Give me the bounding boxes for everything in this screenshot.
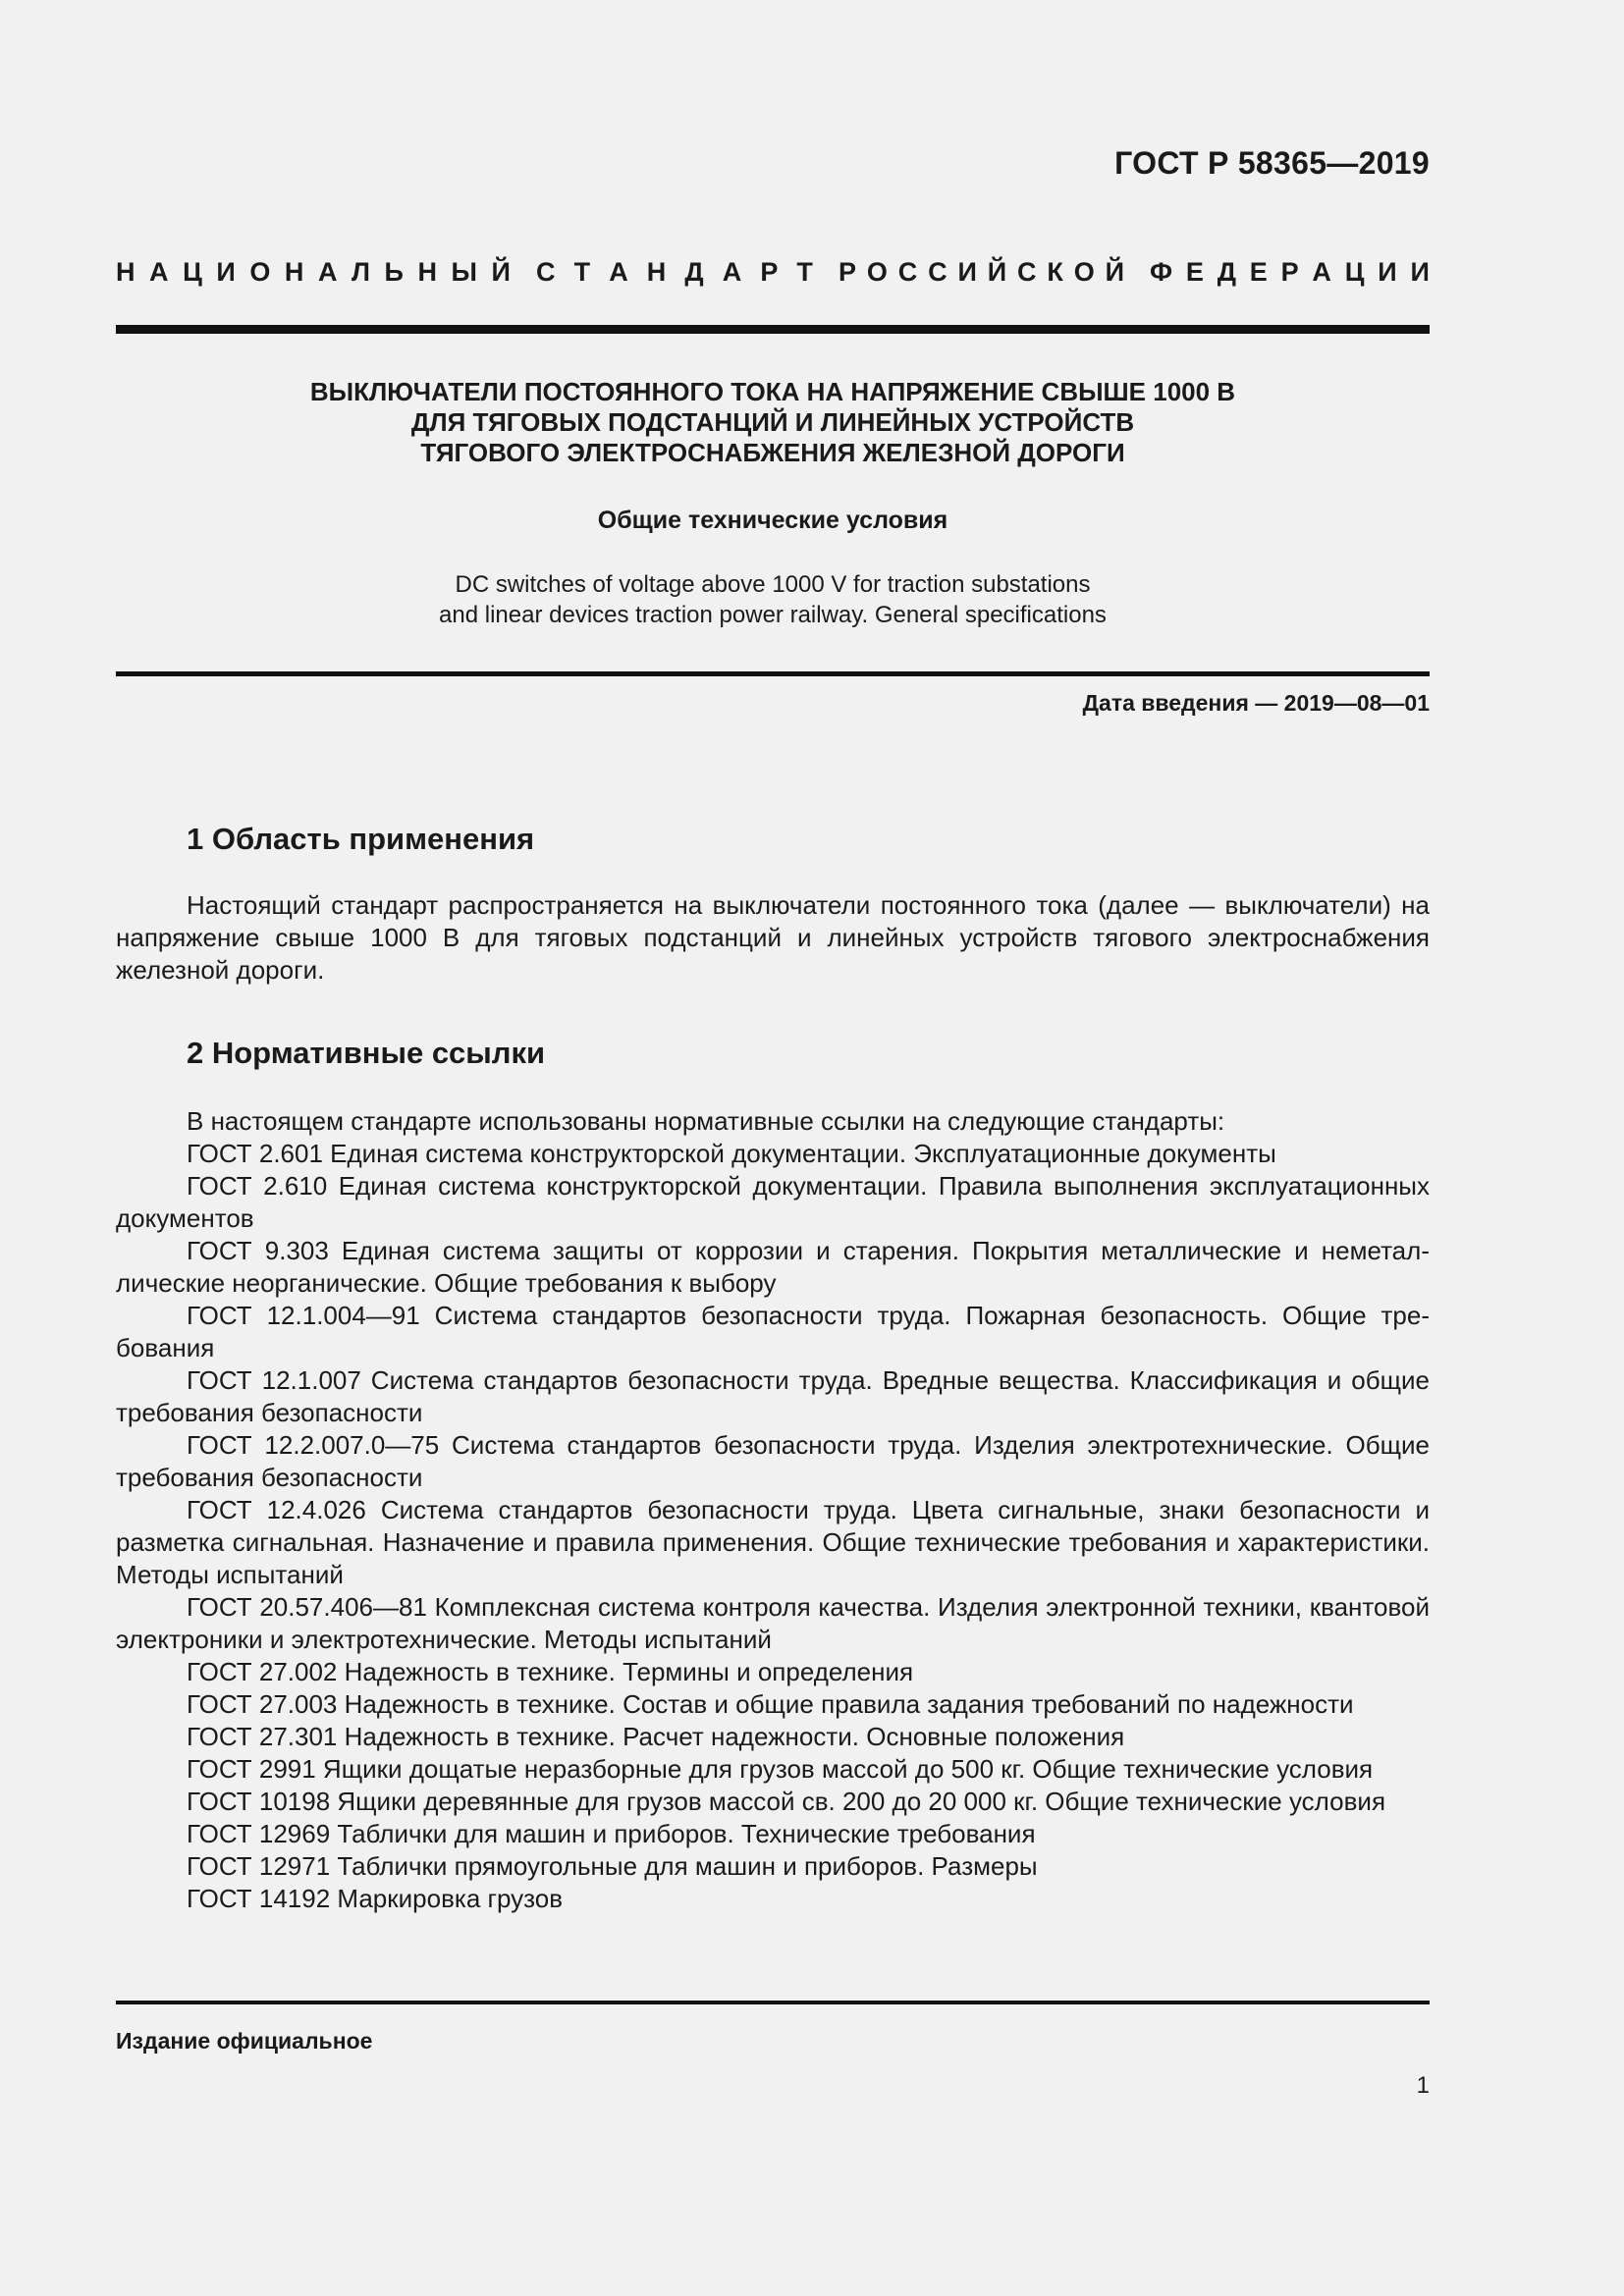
reference-intro: В настоящем стандарте использованы нормативные ссылки на следующие стандарты: bbox=[187, 1106, 1225, 1136]
document-title bbox=[116, 377, 1430, 468]
english-title-line: and linear devices traction power railway. General specifications bbox=[439, 602, 1107, 628]
paragraph: Настоящий стандарт распространяется на выключатели постоянного тока (далее — выключатели) на напряжение свыше 1000 В для тяговых подстанций и линейных устройств тягового электроснабжения железной дороги. bbox=[116, 890, 1430, 985]
reference-item: ГОСТ 12.2.007.0—75 Система стандартов безопасности труда. Изделия электротехнические. Общие требования безопасности bbox=[116, 1430, 1430, 1492]
reference-item: ГОСТ 12.4.026 Система стандартов безопасности труда. Цвета сигнальные, знаки безопасности и разметка сигнальная. Назначение и правила применения. Общие технические требования и характеристики. Методы испытаний bbox=[116, 1495, 1430, 1589]
section-2-heading: 2 Нормативные ссылки bbox=[187, 1036, 546, 1070]
banner-word: Р О С С И Й С К О Й bbox=[839, 257, 1124, 287]
page-number: 1 bbox=[1416, 2072, 1430, 2099]
section-1-heading: 1 Область применения bbox=[187, 822, 535, 856]
reference-item: ГОСТ 12.1.004—91 Система стандартов безопасности труда. Пожарная безопасность. Общие требования bbox=[116, 1301, 1430, 1362]
document-code: ГОСТ Р 58365—2019 bbox=[1114, 145, 1430, 181]
title-divider bbox=[116, 671, 1430, 676]
introduction-date: Дата введения — 2019—08—01 bbox=[1082, 690, 1430, 716]
reference-item: ГОСТ 12969 Таблички для машин и приборов. Технические требования bbox=[187, 1819, 1036, 1848]
document-page bbox=[116, 0, 1430, 2296]
reference-item: ГОСТ 2.610 Единая система конструкторской документации. Правила выполнения эксплуатационных документов bbox=[116, 1171, 1430, 1233]
english-title-line: DC switches of voltage above 1000 V for traction substations bbox=[455, 571, 1091, 598]
top-divider bbox=[116, 325, 1430, 334]
reference-item: ГОСТ 14192 Маркировка грузов bbox=[187, 1884, 564, 1913]
banner-word: Ф Е Д Е Р А Ц И И bbox=[1150, 257, 1430, 287]
reference-item: ГОСТ 27.003 Надежность в технике. Состав и общие правила задания требований по надежности bbox=[187, 1689, 1354, 1719]
national-standard-banner bbox=[116, 257, 1430, 288]
reference-item: ГОСТ 2991 Ящики дощатые неразборные для грузов массой до 500 кг. Общие технические условия bbox=[187, 1754, 1374, 1784]
normative-references-list bbox=[116, 1105, 1430, 1915]
title-line: ДЛЯ ТЯГОВЫХ ПОДСТАНЦИЙ И ЛИНЕЙНЫХ УСТРОЙСТВ bbox=[410, 407, 1135, 437]
reference-item: ГОСТ 12.1.007 Система стандартов безопасности труда. Вредные вещества. Классификация и общие требования безопасности bbox=[116, 1365, 1430, 1427]
reference-item: ГОСТ 27.002 Надежность в технике. Термины и определения bbox=[187, 1657, 914, 1686]
document-subtitle: Общие технические условия bbox=[597, 507, 948, 534]
title-line: ТЯГОВОГО ЭЛЕКТРОСНАБЖЕНИЯ ЖЕЛЕЗНОЙ ДОРОГИ bbox=[420, 438, 1125, 467]
english-title bbox=[116, 569, 1430, 630]
reference-item: ГОСТ 27.301 Надежность в технике. Расчет надежности. Основные положения bbox=[187, 1722, 1125, 1751]
edition-label: Издание официальное bbox=[116, 2028, 373, 2054]
footer-divider bbox=[116, 2001, 1430, 2004]
banner-word: С Т А Н Д А Р Т bbox=[536, 257, 813, 287]
reference-item: ГОСТ 2.601 Единая система конструкторской документации. Эксплуатационные документы bbox=[187, 1139, 1276, 1168]
section-1-body bbox=[116, 889, 1430, 987]
banner-word: Н А Ц И О Н А Л Ь Н Ы Й bbox=[116, 257, 511, 287]
reference-item: ГОСТ 10198 Ящики деревянные для грузов массой св. 200 до 20 000 кг. Общие технические условия bbox=[187, 1787, 1386, 1816]
title-line: ВЫКЛЮЧАТЕЛИ ПОСТОЯННОГО ТОКА НА НАПРЯЖЕНИЕ СВЫШЕ 1000 В bbox=[309, 377, 1236, 406]
reference-item: ГОСТ 9.303 Единая система защиты от коррозии и старения. Покрытия металлические и неметаллические неорганические. Общие требования к выбору bbox=[116, 1236, 1430, 1298]
reference-item: ГОСТ 12971 Таблички прямоугольные для машин и приборов. Размеры bbox=[187, 1851, 1038, 1881]
reference-item: ГОСТ 20.57.406—81 Комплексная система контроля качества. Изделия электронной техники, квантовой электроники и электротехнические. Методы испытаний bbox=[116, 1592, 1430, 1654]
